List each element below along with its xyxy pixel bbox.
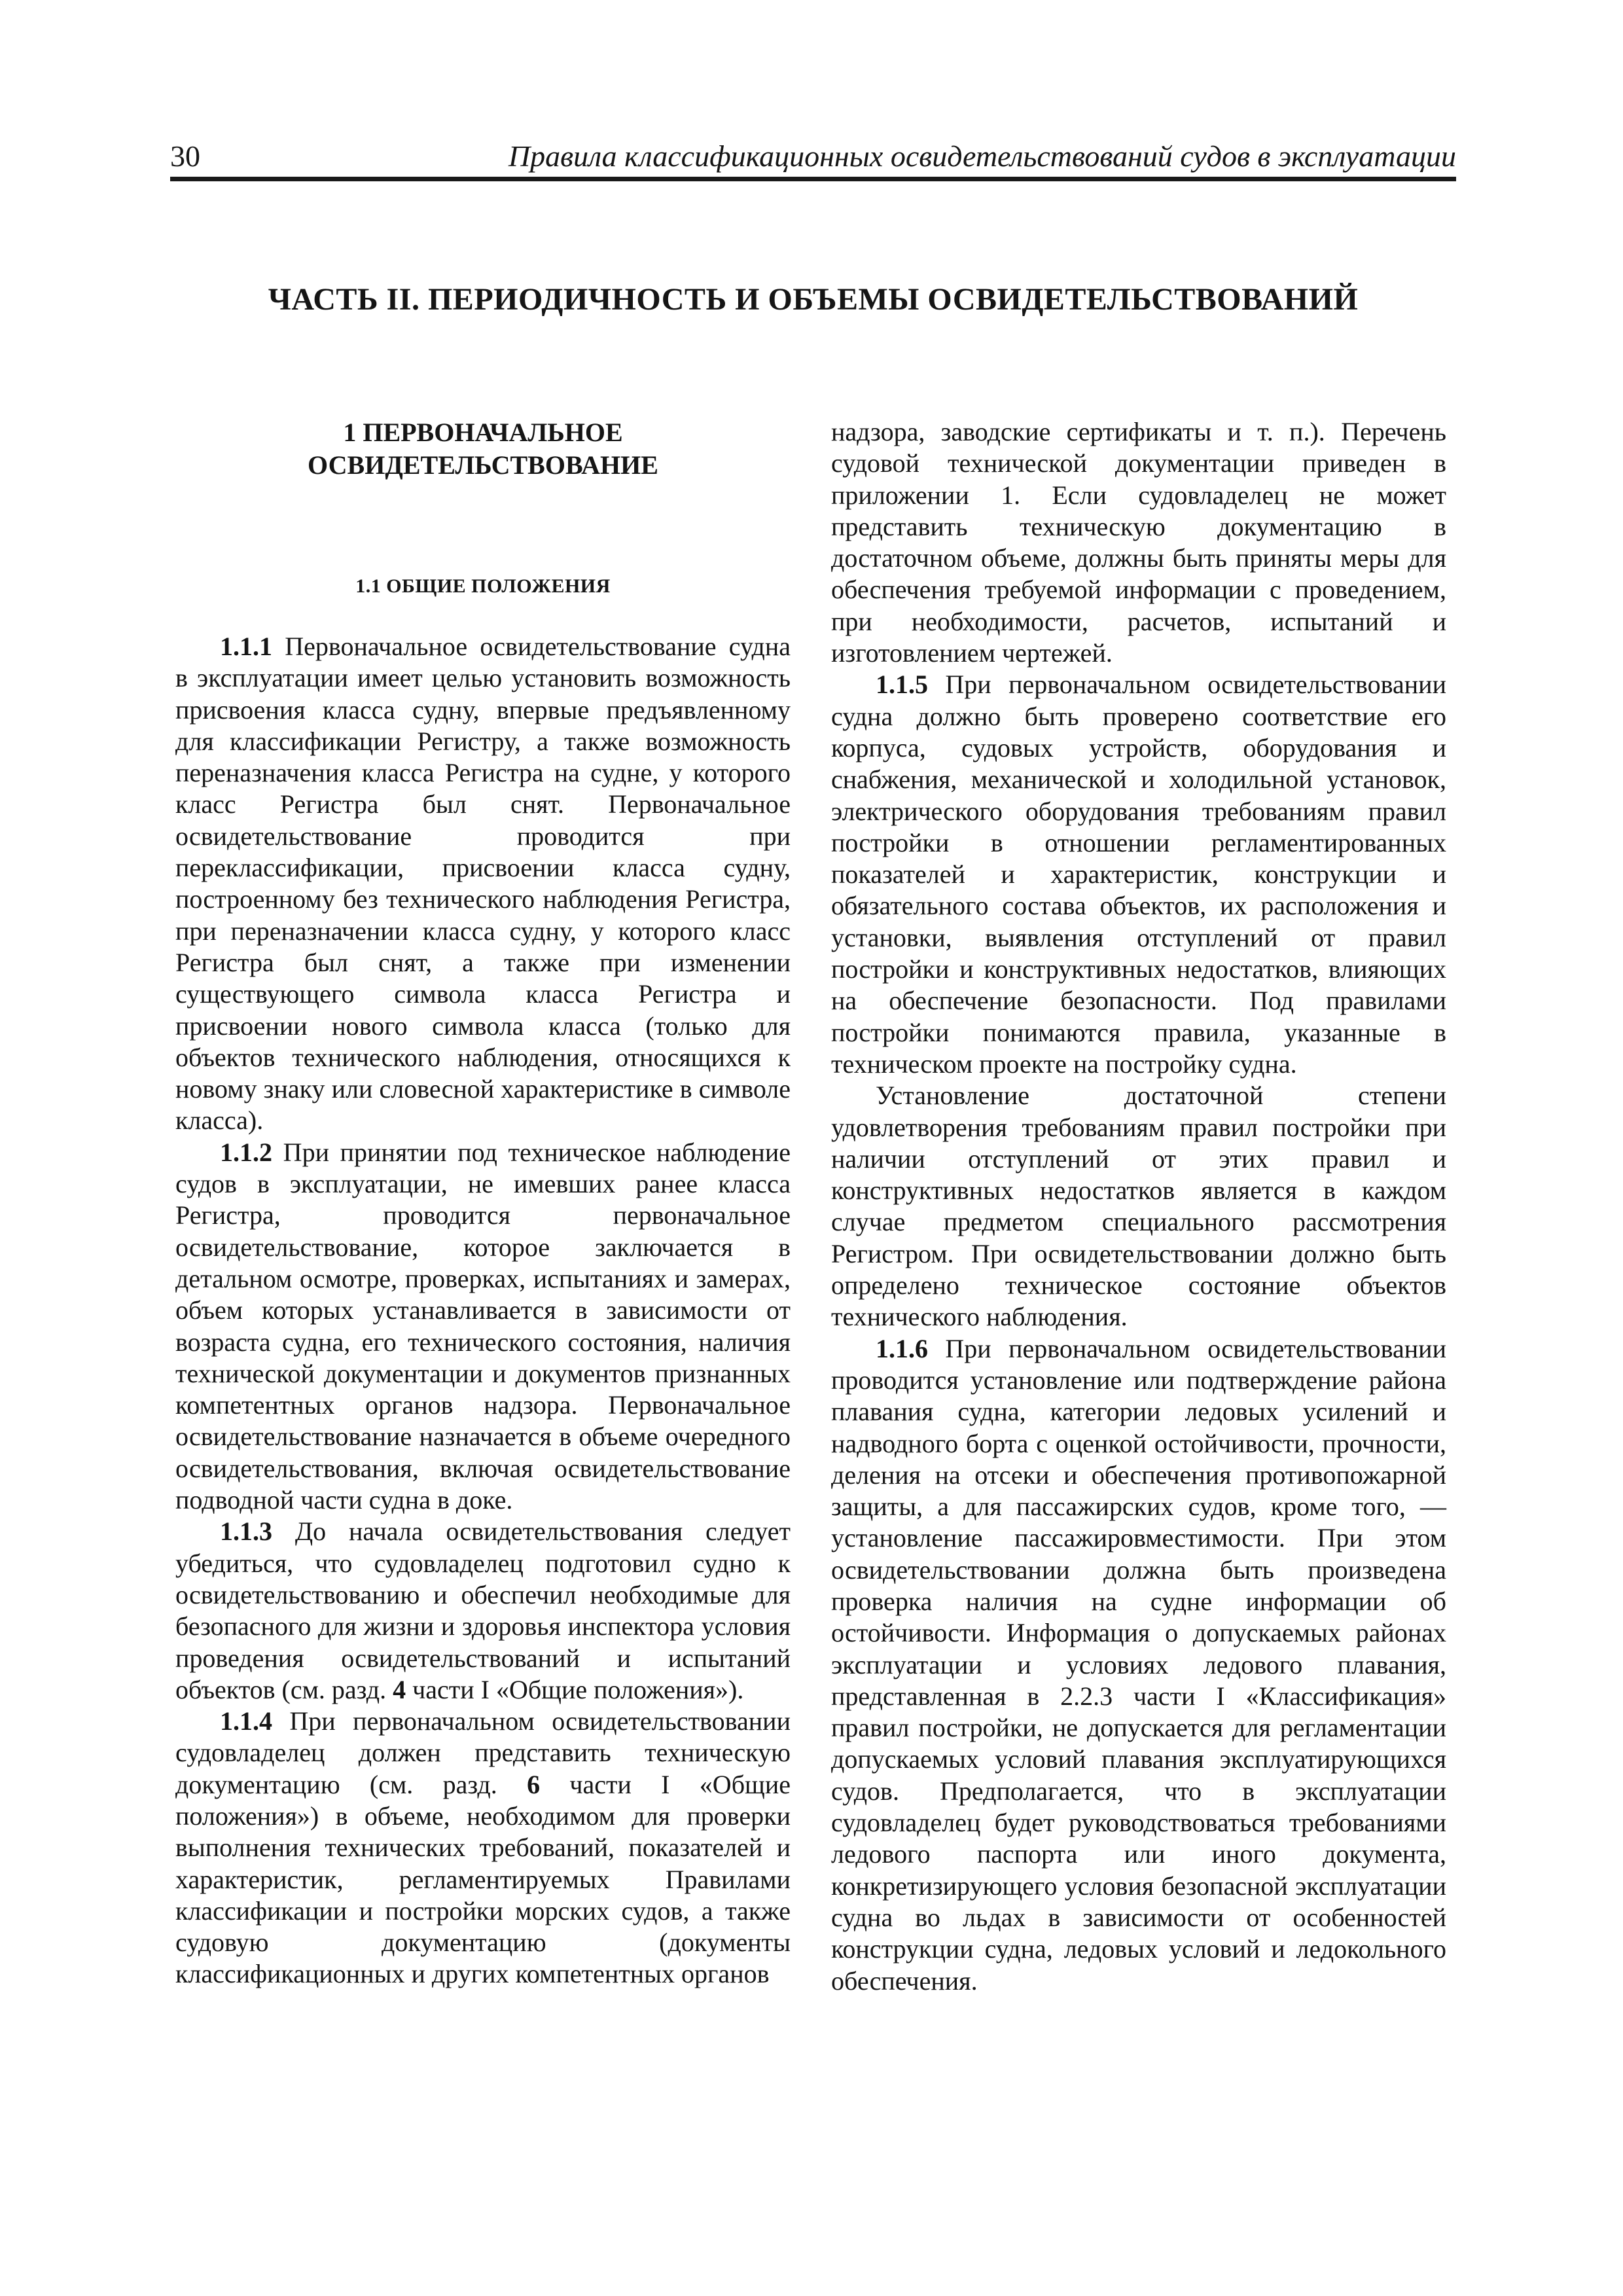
paragraph-1-1-5-continued: Установление достаточной степени удовлетворения требованиям правил постройки при наличии отступлений от этих правил и конструктивных недостатков является в каждом случае предметом специального рассмотрения Регистром. При освидетельствовании должно быть определено техническое состояние объектов технического наблюдения. [831,1081,1446,1332]
part-title: ЧАСТЬ II. ПЕРИОДИЧНОСТЬ И ОБЪЕМЫ ОСВИДЕТЕЛЬСТВОВАНИЙ [268,282,1359,317]
clause-number: 1.1.1 [220,632,272,661]
paragraph-1-1-4 [175,1706,791,1990]
clause-number: 1.1.4 [220,1706,272,1736]
section-reference: 6 [527,1769,541,1799]
subsection-title: 1.1 ОБЩИЕ ПОЛОЖЕНИЯ [355,575,611,597]
paragraph-1-1-3 [175,1516,791,1706]
paragraph-text: части I «Общие положения»). [406,1674,744,1704]
page-number: 30 [170,139,200,173]
paragraph-text: части I «Общие положения») в объеме, необходимом для проверки выполнения технических требований, показателей и характеристик, регламентируемых Правилами классификации и постройки морских судов, а также судовую документацию (документы классификационных и других компетентных органов [175,1769,791,1989]
page-header [170,137,1456,181]
paragraph-1-1-1 [175,631,791,1137]
section-title-line-1: 1 ПЕРВОНАЧАЛЬНОЕ [343,418,623,447]
clause-number: 1.1.2 [220,1137,272,1167]
paragraph-1-1-5 [831,669,1446,1080]
paragraph-text: При принятии под техническое наблюдение судов в эксплуатации, не имевших ранее класса Регистра, проводится первоначальное освидетельствование, которое заключается в детальном осмотре, проверках, испытаниях и замерах, объем которых устанавливается в зависимости от возраста судна, его технического состояния, наличия технической документации и документов признанных компетентных органов надзора. Первоначальное освидетельствование назначается в объеме очередного освидетельствования, включая освидетельствование подводной части судна в доке. [175,1137,791,1515]
paragraph-1-1-2 [175,1137,791,1516]
running-title: Правила классификационных освидетельствований судов в эксплуатации [508,139,1456,173]
section-title-line-2: ОСВИДЕТЕЛЬСТВОВАНИЕ [308,450,658,480]
paragraph-text: При первоначальном освидетельствовании судна должно быть проверено соответствие его корпуса, судовых устройств, оборудования и снабжения, механической и холодильной установок, электрического оборудования требованиям правил постройки в отношении регламентированных показателей и характеристик, конструкции и обязательного состава объектов, их расположения и установки, выявления отступлений от правил постройки и конструктивных недостатков, влияющих на обеспечение безопасности. Под правилами постройки понимаются правила, указанные в техническом проекте на постройку судна. [831,670,1446,1079]
clause-number: 1.1.6 [876,1333,928,1363]
right-column [831,416,1446,1997]
clause-number: 1.1.5 [876,670,928,700]
paragraph-1-1-6 [831,1333,1446,1997]
clause-number: 1.1.3 [220,1516,272,1547]
section-reference: 4 [393,1674,406,1704]
paragraph-text: При первоначальном освидетельствовании проводится установление или подтверждение района плавания судна, категории ледовых усилений и надводного борта с оценкой остойчивости, прочности, деления на отсеки и обеспечения противопожарной защиты, а для пассажирских судов, кроме того, — установление пассажировместимости. При этом освидетельствовании должна быть произведена проверка наличия на судне информации об остойчивости. Информация о допускаемых районах эксплуатации и условиях ледового плавания, представленная в 2.2.3 части I «Классификация» правил постройки, не допускается для регламентации допускаемых условий плавания эксплуатирующихся судов. Предполагается, что в эксплуатации судовладелец будет руководствоваться требованиями ледового паспорта или иного документа, конкретизирующего условия безопасной эксплуатации судна во льдах в зависимости от особенностей конструкции судна, ледовых условий и ледокольного обеспечения. [831,1333,1446,1996]
left-column [175,406,791,1990]
section-title [175,416,791,482]
paragraph-text: До начала освидетельствования следует убедиться, что судовладелец подготовил судно к освидетельствованию и обеспечил необходимые для безопасного для жизни и здоровья инспектора условия проведения освидетельствований и испытаний объектов (см. разд. [175,1516,791,1704]
paragraph-text: При первоначальном освидетельствовании судовладелец должен представить техническую документацию (см. разд. [175,1706,791,1799]
paragraph-1-1-4-continued: надзора, заводские сертификаты и т. п.). Перечень судовой технической документации приведен в приложении 1. Если судовладелец не может представить техническую документацию в достаточном объеме, должны быть приняты меры для обеспечения требуемой информации с проведением, при необходимости, расчетов, испытаний и изготовлением чертежей. [831,417,1446,668]
paragraph-text: Первоначальное освидетельствование судна в эксплуатации имеет целью установить возможность присвоения класса судну, впервые предъявленному для классификации Регистру, а также возможность переназначения класса Регистра на судне, у которого класс Регистра был снят. Первоначальное освидетельствование проводится при переклассификации, присвоении класса судну, построенному без технического наблюдения Регистра, при переназначении класса судну, у которого класс Регистра был снят, а также при изменении существующего символа класса Регистра и присвоении нового символа класса (только для объектов технического наблюдения, относящихся к новому знаку или словесной характеристике в символе класса). [175,632,791,1136]
